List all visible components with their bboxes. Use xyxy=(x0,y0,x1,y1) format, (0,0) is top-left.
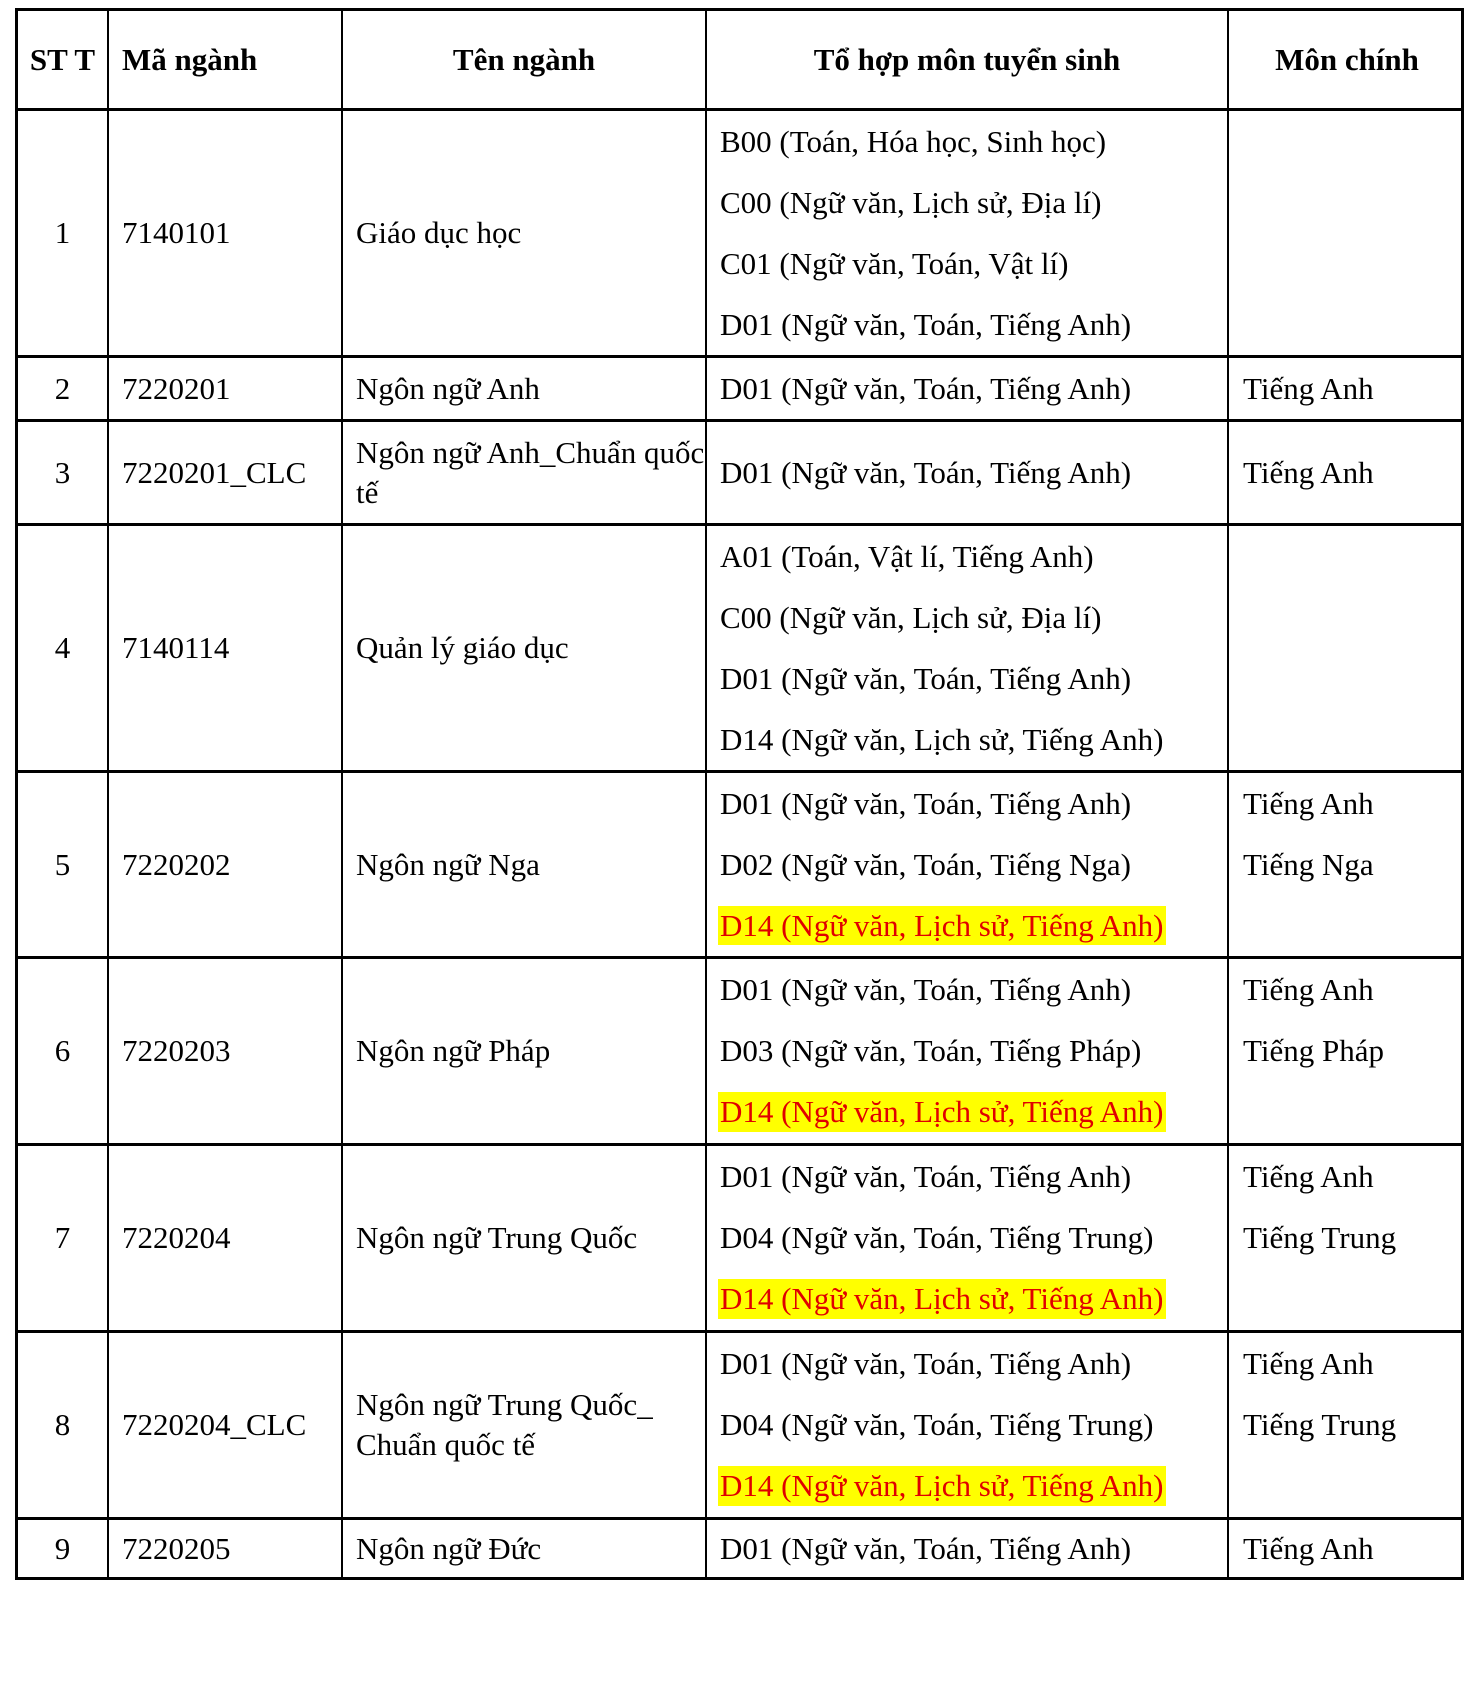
major-code-cell: 7220204 xyxy=(109,1146,343,1330)
main-subject-line xyxy=(1243,1020,1465,1081)
main-subject-text: Tiếng Anh xyxy=(1243,1530,1374,1566)
combo-cell xyxy=(707,1520,1229,1577)
combo-text: D04 (Ngữ văn, Toán, Tiếng Trung) xyxy=(720,1407,1154,1443)
combo-line xyxy=(720,422,1227,523)
major-name-cell xyxy=(343,526,707,770)
major-code-cell: 7220205 xyxy=(109,1520,343,1577)
combo-cell xyxy=(707,959,1229,1143)
admissions-table xyxy=(15,8,1464,1580)
main-subject-cell xyxy=(1229,422,1465,523)
header-code: Mã ngành xyxy=(109,11,343,108)
combo-line xyxy=(720,1520,1227,1577)
major-name-text: Giáo dục học xyxy=(356,215,522,251)
main-subject-text: Tiếng Trung xyxy=(1243,1407,1397,1443)
stt-cell: 7 xyxy=(18,1146,109,1330)
combo-text: D04 (Ngữ văn, Toán, Tiếng Trung) xyxy=(720,1220,1154,1256)
main-subject-cell xyxy=(1229,959,1465,1143)
combo-line xyxy=(720,709,1227,770)
combo-line xyxy=(720,773,1227,834)
combo-text: D01 (Ngữ văn, Toán, Tiếng Anh) xyxy=(720,370,1132,406)
combo-text: D01 (Ngữ văn, Toán, Tiếng Anh) xyxy=(720,454,1132,490)
combo-line xyxy=(720,1269,1227,1330)
main-subject-line xyxy=(1243,1333,1465,1394)
combo-cell xyxy=(707,773,1229,956)
main-subject-cell xyxy=(1229,111,1465,355)
table-row xyxy=(15,1517,1464,1580)
combo-text: A01 (Toán, Vật lí, Tiếng Anh) xyxy=(720,538,1094,574)
major-name-text: Quản lý giáo dục xyxy=(356,630,569,666)
combo-text: D14 (Ngữ văn, Lịch sử, Tiếng Anh) xyxy=(720,721,1164,757)
combo-text: D01 (Ngữ văn, Toán, Tiếng Anh) xyxy=(720,660,1132,696)
combo-text: D02 (Ngữ văn, Toán, Tiếng Nga) xyxy=(720,846,1132,882)
combo-line xyxy=(720,895,1227,956)
main-subject-cell xyxy=(1229,773,1465,956)
combo-line xyxy=(720,172,1227,233)
stt-cell: 8 xyxy=(18,1333,109,1517)
combo-cell xyxy=(707,111,1229,355)
main-subject-line xyxy=(1243,422,1465,523)
major-code-cell: 7220203 xyxy=(109,959,343,1143)
major-name-cell xyxy=(343,1146,707,1330)
stt-cell: 5 xyxy=(18,773,109,956)
main-subject-cell xyxy=(1229,1333,1465,1517)
main-subject-cell xyxy=(1229,526,1465,770)
major-name-cell xyxy=(343,358,707,419)
combo-cell xyxy=(707,1333,1229,1517)
table-row xyxy=(15,1143,1464,1330)
main-subject-text: Tiếng Anh xyxy=(1243,1345,1374,1381)
combo-text: D01 (Ngữ văn, Toán, Tiếng Anh) xyxy=(720,971,1132,1007)
stt-cell: 9 xyxy=(18,1520,109,1577)
major-name-text: Ngôn ngữ Trung Quốc_ Chuẩn quốc tế xyxy=(356,1387,653,1462)
combo-cell xyxy=(707,358,1229,419)
header-main: Môn chính xyxy=(1275,41,1419,77)
major-name-cell xyxy=(343,1520,707,1577)
major-name-text: Ngôn ngữ Anh xyxy=(356,370,540,406)
main-subject-text: Tiếng Anh xyxy=(1243,370,1374,406)
combo-line xyxy=(720,1020,1227,1081)
combo-text: D14 (Ngữ văn, Lịch sử, Tiếng Anh) xyxy=(718,906,1166,946)
combo-line xyxy=(720,648,1227,709)
combo-line xyxy=(720,111,1227,172)
main-subject-text: Tiếng Pháp xyxy=(1243,1033,1384,1069)
combo-line xyxy=(720,1082,1227,1143)
combo-line xyxy=(720,959,1227,1020)
combo-line xyxy=(720,1207,1227,1268)
combo-text: D01 (Ngữ văn, Toán, Tiếng Anh) xyxy=(720,1158,1132,1194)
combo-line xyxy=(720,587,1227,648)
stt-cell: 2 xyxy=(18,358,109,419)
main-subject-line xyxy=(1243,358,1465,419)
stt-cell: 6 xyxy=(18,959,109,1143)
combo-line xyxy=(720,233,1227,294)
main-subject-text: Tiếng Nga xyxy=(1243,846,1374,882)
main-subject-text: Tiếng Anh xyxy=(1243,785,1374,821)
main-subject-text: Tiếng Trung xyxy=(1243,1220,1397,1256)
major-name-cell xyxy=(343,111,707,355)
major-code-cell: 7220201 xyxy=(109,358,343,419)
major-code-cell: 7140101 xyxy=(109,111,343,355)
table-row xyxy=(15,355,1464,419)
table-row xyxy=(15,108,1464,355)
combo-line xyxy=(720,358,1227,419)
combo-line xyxy=(720,1146,1227,1207)
combo-cell xyxy=(707,1146,1229,1330)
main-subject-cell xyxy=(1229,358,1465,419)
main-subject-line xyxy=(1243,959,1465,1020)
combo-text: D01 (Ngữ văn, Toán, Tiếng Anh) xyxy=(720,785,1132,821)
combo-text: D03 (Ngữ văn, Toán, Tiếng Pháp) xyxy=(720,1033,1142,1069)
combo-text: D14 (Ngữ văn, Lịch sử, Tiếng Anh) xyxy=(718,1466,1166,1506)
combo-line xyxy=(720,294,1227,355)
major-name-text: Ngôn ngữ Pháp xyxy=(356,1033,551,1069)
main-subject-line xyxy=(1243,1394,1465,1455)
main-subject-line xyxy=(1243,773,1465,834)
major-name-text: Ngôn ngữ Anh_Chuẩn quốc tế xyxy=(356,434,705,510)
table-row xyxy=(15,956,1464,1143)
main-subject-text: Tiếng Anh xyxy=(1243,971,1374,1007)
combo-line xyxy=(720,834,1227,895)
combo-text: C00 (Ngữ văn, Lịch sử, Địa lí) xyxy=(720,184,1102,220)
combo-line xyxy=(720,1333,1227,1394)
main-subject-text: Tiếng Anh xyxy=(1243,1158,1374,1194)
major-name-cell xyxy=(343,959,707,1143)
combo-line xyxy=(720,1456,1227,1517)
header-stt: ST T xyxy=(18,11,109,108)
main-subject-text: Tiếng Anh xyxy=(1243,454,1374,490)
combo-text: C01 (Ngữ văn, Toán, Vật lí) xyxy=(720,245,1069,281)
major-code-cell: 7220201_CLC xyxy=(109,422,343,523)
combo-cell xyxy=(707,526,1229,770)
table-row xyxy=(15,419,1464,523)
combo-line xyxy=(720,1394,1227,1455)
combo-text: D01 (Ngữ văn, Toán, Tiếng Anh) xyxy=(720,306,1132,342)
combo-text: D01 (Ngữ văn, Toán, Tiếng Anh) xyxy=(720,1530,1132,1566)
table-header-row xyxy=(15,8,1464,108)
combo-text: C00 (Ngữ văn, Lịch sử, Địa lí) xyxy=(720,599,1102,635)
major-code-cell: 7220204_CLC xyxy=(109,1333,343,1517)
header-name: Tên ngành xyxy=(343,11,707,108)
major-name-cell xyxy=(343,422,707,523)
main-subject-cell xyxy=(1229,1146,1465,1330)
main-subject-line xyxy=(1243,1146,1465,1207)
major-name-text: Ngôn ngữ Đức xyxy=(356,1530,542,1566)
major-code-cell: 7140114 xyxy=(109,526,343,770)
major-name-text: Ngôn ngữ Nga xyxy=(356,846,540,882)
main-subject-line xyxy=(1243,834,1465,895)
main-subject-line xyxy=(1243,1207,1465,1268)
combo-text: D01 (Ngữ văn, Toán, Tiếng Anh) xyxy=(720,1345,1132,1381)
stt-cell: 3 xyxy=(18,422,109,523)
stt-cell: 1 xyxy=(18,111,109,355)
combo-cell xyxy=(707,422,1229,523)
table-row xyxy=(15,770,1464,956)
major-code-cell: 7220202 xyxy=(109,773,343,956)
major-name-cell xyxy=(343,1333,707,1517)
combo-line xyxy=(720,526,1227,587)
header-combos: Tổ hợp môn tuyển sinh xyxy=(707,11,1229,108)
main-subject-cell xyxy=(1229,1520,1465,1577)
major-name-text: Ngôn ngữ Trung Quốc xyxy=(356,1220,638,1256)
table-row xyxy=(15,523,1464,770)
combo-text: D14 (Ngữ văn, Lịch sử, Tiếng Anh) xyxy=(718,1092,1166,1132)
combo-text: B00 (Toán, Hóa học, Sinh học) xyxy=(720,123,1107,159)
stt-cell: 4 xyxy=(18,526,109,770)
combo-text: D14 (Ngữ văn, Lịch sử, Tiếng Anh) xyxy=(718,1279,1166,1319)
table-row xyxy=(15,1330,1464,1517)
major-name-cell xyxy=(343,773,707,956)
main-subject-line xyxy=(1243,1520,1465,1577)
